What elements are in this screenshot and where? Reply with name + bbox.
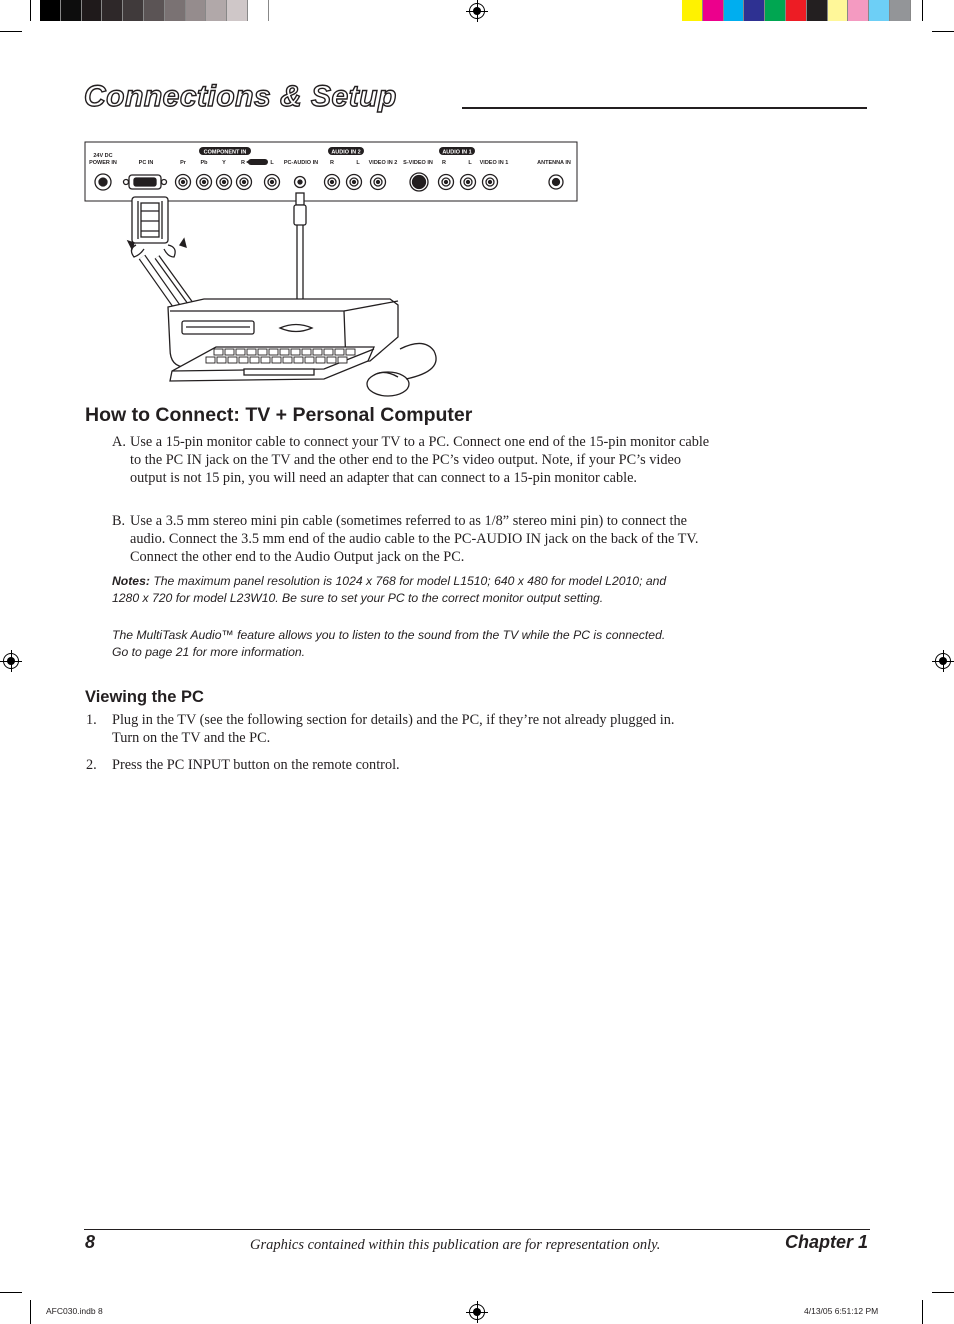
audio1-l-label: L [468,160,472,166]
keyboard-key [236,349,245,355]
keyboard-key [346,349,355,355]
color-swatch [786,0,807,21]
list-marker: 2. [86,757,97,773]
registration-mark-icon [3,653,19,669]
keyboard-key [335,349,344,355]
crop-mark [922,1300,923,1324]
component-r-label: R [241,160,245,166]
color-swatch [807,0,828,21]
crop-mark [922,0,923,21]
component-group-label: COMPONENT IN [203,149,247,156]
audio2-r-label: R [330,160,334,166]
antenna-in-label: ANTENNA IN [537,160,571,166]
keyboard-key [283,357,292,363]
multitask-note: The MultiTask Audio™ feature allows you to listen to the sound from the TV while the PC is connected. Go to page 21 for more information. [112,628,666,659]
list-marker: 1. [86,712,97,728]
keyboard-key [214,349,223,355]
crop-mark [0,31,22,32]
audio2-l-label: L [356,160,360,166]
audio2-group-label: AUDIO IN 2 [331,149,361,156]
mouse [367,372,409,396]
list-marker: A. [112,434,126,450]
chapter-label: Chapter 1 [784,1232,868,1252]
color-swatch [703,0,724,21]
title-rule [462,107,867,109]
color-swatch [724,0,745,21]
registration-mark-icon [935,653,951,669]
color-swatch [61,0,82,21]
rca-jack-pin [243,181,246,184]
keyboard-key [269,349,278,355]
audio-link-tag [248,159,268,165]
color-swatch [82,0,103,21]
video-in-1-label: VIDEO IN 1 [479,160,509,166]
keyboard-key [291,349,300,355]
rca-jack-pin [331,181,334,184]
registration-mark-icon [469,1304,485,1320]
notes-text: The maximum panel resolution is 1024 x 768 for model L1510; 640 x 480 for model L2010; and 1280 x 720 for model L23W10. Be sure to set your PC to the correct monitor output setting. [112,574,667,605]
keyboard-key [261,357,270,363]
page-number: 8 [85,1232,96,1252]
color-swatch [165,0,186,21]
instruction-b: Use a 3.5 mm stereo mini pin cable (sometimes referred to as 1/8” stereo mini pin) to connect the audio. Connect the 3.5 mm end of the audio cable to the PC-AUDIO IN jack on the back of the TV. Connect the other end to the Audio Output jack on the PC. [130,513,699,565]
audio1-group-label: AUDIO IN 1 [442,149,472,156]
crop-mark [0,1292,22,1293]
crop-mark [932,1292,954,1293]
keyboard-key [316,357,325,363]
color-swatch [828,0,849,21]
keyboard-key [250,357,259,363]
color-swatch [206,0,227,21]
keyboard-key [280,349,289,355]
keyboard-key [302,349,311,355]
audio-plug [296,193,304,205]
pb-label: Pb [200,160,208,166]
thumbscrew-right-icon [164,245,175,257]
rca-jack-pin [489,181,492,184]
crop-mark [932,31,954,32]
keyboard-key [228,357,237,363]
registration-mark-icon [469,3,485,19]
slug-timestamp: 4/13/05 6:51:12 PM [804,1306,879,1316]
notes-label: Notes: [112,574,150,588]
video-in-2-label: VIDEO IN 2 [368,160,398,166]
step-1: Plug in the TV (see the following section for details) and the PC, if they’re not already plugged in. Turn on the TV and the PC. [112,712,675,746]
keyboard-key [225,349,234,355]
instruction-a: Use a 15-pin monitor cable to connect your TV to a PC. Connect one end of the 15-pin monitor cable to the PC IN jack on the TV and the other end to the PC’s video output. Note, if your PC’s video output is not 15 pin, you will need an adapter that can connect to a 15-pin monitor cable. [130,434,710,486]
color-swatch [123,0,144,21]
pc-in-label: PC IN [138,160,154,166]
color-swatch [40,0,61,21]
keyboard-key [305,357,314,363]
crop-mark [30,1300,31,1324]
list-marker: B. [112,513,126,529]
rca-jack-pin [377,181,380,184]
slug-file: AFC030.indb 8 [46,1306,103,1316]
power-label-top: 24V DC [93,153,113,159]
rca-jack-pin [223,181,226,184]
computer-illustration [168,299,436,396]
color-swatch [848,0,869,21]
section-heading-connect: How to Connect: TV + Personal Computer [85,404,473,426]
rca-jack-pin [445,181,448,184]
keyboard-key [258,349,267,355]
y-label: Y [222,160,226,166]
color-swatch [890,0,911,21]
power-label: POWER IN [89,160,117,166]
color-swatch [102,0,123,21]
component-l-label: L [270,160,274,166]
rca-jack-pin [353,181,356,184]
color-swatch [227,0,248,21]
crop-mark [30,0,31,21]
keyboard-key [327,357,336,363]
rca-jack-pin [271,181,274,184]
audio1-r-label: R [442,160,446,166]
color-swatch [186,0,207,21]
section-heading-viewing: Viewing the PC [85,688,204,706]
connection-diagram [84,141,580,401]
color-swatch [682,0,703,21]
color-swatch [248,0,269,21]
process-color-bar [682,0,911,21]
rca-jack-pin [203,181,206,184]
color-swatch [744,0,765,21]
keyboard-key [239,357,248,363]
color-swatch [869,0,890,21]
rca-jack-pin [182,181,185,184]
gray-color-bar [40,0,269,21]
pc-audio-in-label: PC-AUDIO IN [283,160,319,166]
s-video-in-label: S-VIDEO IN [403,160,433,166]
keyboard-key [338,357,347,363]
pr-label: Pr [180,160,186,166]
keyboard-key [313,349,322,355]
notes-block [112,573,677,606]
keyboard-key [294,357,303,363]
color-swatch [765,0,786,21]
keyboard-key [324,349,333,355]
step-2: Press the PC INPUT button on the remote control. [112,757,400,773]
keyboard-key [247,349,256,355]
page-title: Connections & Setup [84,80,397,113]
color-swatch [144,0,165,21]
keyboard-key [217,357,226,363]
keyboard-key [206,357,215,363]
keyboard-key [272,357,281,363]
footer-rule [84,1229,870,1230]
footer-disclaimer: Graphics contained within this publication are for representation only. [250,1237,661,1253]
rca-jack-pin [467,181,470,184]
